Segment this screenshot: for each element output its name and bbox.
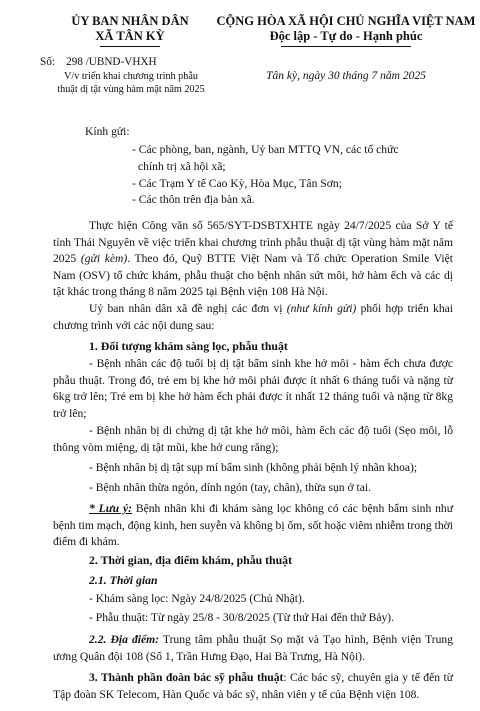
- document-number: Số: 298 /UBND-VHXH: [40, 56, 157, 68]
- subject-line-1: V/v triển khai chương trình phẫu: [64, 71, 198, 82]
- paragraph-intro: Thực hiện Công văn số 565/SYT-DSBTXHTE ngày 24/7/2025 của Sở Y tế tỉnh Thái Nguyên về việc triển khai chương trình phẫu thuật dị tật vùng hàm mặt năm 2025 (gửi kèm). Theo đó, Quỹ BTTE Việt Nam và Tổ chức Operation Smile Việt Nam (OSV) tổ chức khám, phẫu thuật cho bệnh nhân sứt môi, hở hàm ếch và các dị tật khác trong tháng 8 năm 2025 tại Bệnh viện 108 Hà Nội.: [53, 219, 453, 298]
- section-2-1-item-1: - Khám sàng lọc: Ngày 24/8/2025 (Chủ Nhật).: [89, 592, 305, 605]
- recipients-list: [132, 142, 452, 209]
- recipient-item: chính trị xã hội xã;: [138, 159, 226, 173]
- section-3-paragraph: 3. Thành phần đoàn bác sỹ phẫu thuật: Các bác sỹ, chuyên gia y tế đến từ Tập đoàn SK Telecom, Hàn Quốc và bác sỹ, nhân viên y tế của Bệnh viện 108.: [53, 671, 453, 701]
- paragraph-request: Uỷ ban nhân dân xã đề nghị các đơn vị (như kính gửi) phối hợp triển khai chương trình với các nội dung sau:: [53, 302, 453, 332]
- date-line: Tân kỳ, ngày 30 tháng 7 năm 2025: [266, 70, 426, 82]
- national-title: CỘNG HÒA XÃ HỘI CHỦ NGHĨA VIỆT NAM: [216, 14, 476, 28]
- section-2-1-heading: 2.1. Thời gian: [89, 573, 158, 587]
- section-2-2-paragraph: 2.2. Địa điểm: Trung tâm phẫu thuật Sọ mặt và Tạo hình, Bệnh viện Trung ương Quân đội 108 (Số 1, Trần Hưng Đạo, Hai Bà Trưng, Hà Nội).: [53, 633, 453, 663]
- note-label: * Lưu ý:: [89, 502, 132, 515]
- recipients-label: Kính gửi:: [85, 125, 130, 138]
- recipient-item: - Các Trạm Y tế Cao Kỳ, Hòa Mục, Tân Sơn;: [132, 176, 342, 190]
- section-2-heading: 2. Thời gian, địa điểm khám, phẫu thuật: [89, 553, 292, 567]
- section-1-item-3: - Bệnh nhân bị dị tật sụp mí bẩm sinh (không phải bệnh lý nhãn khoa);: [89, 461, 418, 474]
- section-2-1-item-2: - Phẫu thuật: Từ ngày 25/8 - 30/8/2025 (Từ thứ Hai đến thứ Bảy).: [89, 611, 395, 624]
- note-paragraph: * Lưu ý: Bệnh nhân khi đi khám sàng lọc không có các bệnh bẩm sinh như bệnh tim mạch, động kinh, hen suyễn và không bị ốm, sốt hoặc viêm nhiễm trong thời điểm đi khám.: [53, 502, 453, 548]
- recipient-item: - Các phòng, ban, ngành, Uỷ ban MTTQ VN, các tổ chức: [132, 143, 399, 156]
- issuer-underline: [100, 46, 160, 47]
- subject-line-2: thuật dị tật vùng hàm mặt năm 2025: [57, 84, 205, 95]
- issuer-unit: XÃ TÂN KỲ: [95, 29, 165, 43]
- issuer-name: ỦY BAN NHÂN DÂN: [71, 14, 189, 28]
- section-3-label: 3. Thành phần đoàn bác sỹ phẫu thuật: [89, 671, 284, 684]
- section-2-2-label: 2.2. Địa điểm:: [89, 633, 160, 646]
- section-1-item-4: - Bệnh nhân thừa ngón, dính ngón (tay, chân), thừa sụn ở tai.: [89, 481, 371, 494]
- section-1-heading: 1. Đối tượng khám sàng lọc, phẫu thuật: [89, 339, 288, 353]
- motto-underline: [281, 46, 411, 47]
- section-1-item-1: - Bệnh nhân các độ tuổi bị dị tật bẩm sinh khe hở môi - hàm ếch chưa được phẫu thuật. Trong đó, trẻ em bị khe hở môi phải được ít nhất 6 tháng tuổi và nặng từ 6kg trở lên; Trẻ em bị khe hở hàm ếch phải được ít nhất 12 tháng tuổi và nặng từ 8kg trở lên;: [53, 357, 453, 420]
- recipient-item: - Các thôn trên địa bàn xã.: [132, 193, 255, 207]
- section-1-item-2: - Bệnh nhân bị di chứng dị tật khe hở môi, hàm ếch các độ tuổi (Sẹo môi, lỗ thông vòm miệng, dị tật mũi, khe hở cung răng);: [53, 424, 453, 454]
- national-motto: Độc lập - Tự do - Hạnh phúc: [269, 29, 423, 43]
